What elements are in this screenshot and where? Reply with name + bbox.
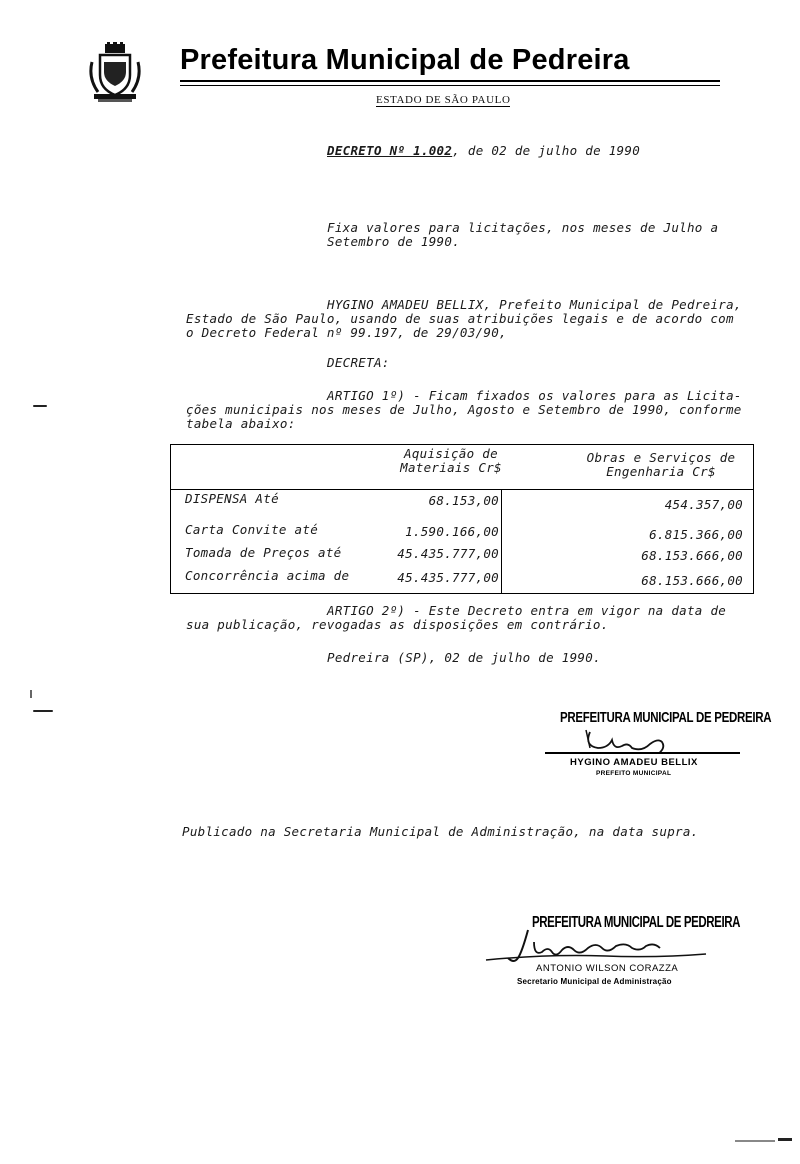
article1-line2: ções municipais nos meses de Julho, Agosto e Setembro de 1990, conforme (186, 402, 742, 417)
decree-date: , de 02 de julho de 1990 (452, 143, 641, 158)
scan-artifact (33, 405, 47, 407)
table-cell-materiais: 45.435.777,00 (397, 546, 499, 561)
signature2-scribble-icon (484, 926, 714, 968)
preamble-line2: Estado de São Paulo, usando de suas atribuições legais e de acordo com (186, 311, 734, 326)
decree-number: DECRETO Nº 1.002 (327, 143, 453, 158)
scan-artifact (33, 710, 53, 712)
table-row-label: Tomada de Preços até (185, 545, 342, 560)
signature2-name: ANTONIO WILSON CORAZZA (536, 963, 679, 974)
letterhead-rule (180, 80, 720, 82)
signature2-stamp: PREFEITURA MUNICIPAL DE PEDREIRA (532, 914, 741, 932)
table-row-label: Concorrência acima de (185, 568, 350, 583)
table-header-divider (171, 489, 753, 490)
signature1-role: PREFEITO MUNICIPAL (596, 770, 672, 777)
letterhead-title: Prefeitura Municipal de Pedreira (180, 44, 630, 76)
publication-note: Publicado na Secretaria Municipal de Administração, na data supra. (182, 824, 699, 839)
decree-heading (327, 143, 640, 158)
decree-summary-line2: Setembro de 1990. (327, 234, 461, 249)
decree-summary-line1: Fixa valores para licitações, nos meses de Julho a (327, 220, 719, 235)
article2-line2: sua publicação, revogadas as disposições em contrário. (186, 617, 609, 632)
article1-line3: tabela abaixo: (186, 416, 296, 431)
signature1-scribble-icon (580, 724, 700, 754)
table-row-label: Carta Convite até (185, 522, 319, 537)
table-cell-obras: 454.357,00 (664, 497, 743, 512)
article2-line1: ARTIGO 2º) - Este Decreto entra em vigor na data de (327, 603, 727, 618)
table-header-materiais: Aquisição de Materiais Cr$ (400, 446, 502, 475)
table-header-obras: Obras e Serviços de Engenharia Cr$ (586, 450, 736, 479)
coat-of-arms-icon (88, 42, 142, 104)
table-column-divider (501, 489, 502, 593)
table-cell-obras: 68.153.666,00 (641, 548, 743, 563)
table-cell-materiais: 45.435.777,00 (397, 570, 499, 585)
letterhead-subtitle: ESTADO DE SÃO PAULO (376, 94, 511, 106)
table-cell-obras: 6.815.366,00 (649, 527, 743, 542)
signature2-role: Secretario Municipal de Administração (517, 977, 672, 986)
article1-line1: ARTIGO 1º) - Ficam fixados os valores para as Licita- (327, 388, 742, 403)
signature1-name: HYGINO AMADEU BELLIX (570, 757, 698, 768)
table-cell-obras: 68.153.666,00 (641, 573, 743, 588)
table-row-label: DISPENSA Até (185, 491, 279, 506)
signature1-line (545, 752, 740, 754)
signature1-stamp: PREFEITURA MUNICIPAL DE PEDREIRA (560, 710, 772, 726)
table-cell-materiais: 68.153,00 (428, 493, 499, 508)
scan-artifact (778, 1138, 792, 1141)
preamble-line3: o Decreto Federal nº 99.197, de 29/03/90, (186, 325, 507, 340)
letterhead-rule-thin (180, 85, 720, 86)
place-date: Pedreira (SP), 02 de julho de 1990. (327, 650, 601, 665)
table-cell-materiais: 1.590.166,00 (405, 524, 499, 539)
scan-artifact (30, 690, 32, 698)
scan-artifact (735, 1140, 775, 1142)
values-table (170, 444, 754, 594)
preamble-line1: HYGINO AMADEU BELLIX, Prefeito Municipal de Pedreira, (327, 297, 742, 312)
decreta-label: DECRETA: (327, 355, 390, 370)
